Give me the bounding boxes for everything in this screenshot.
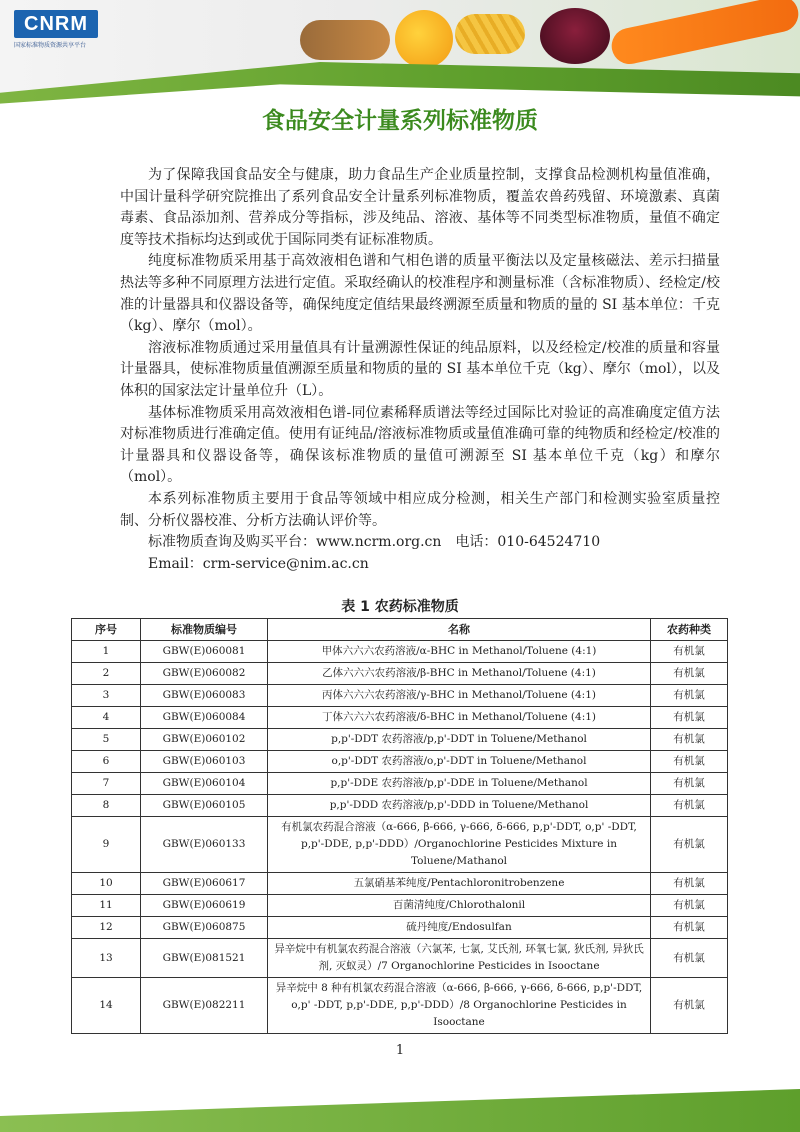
table-row	[72, 729, 728, 751]
table-row	[72, 895, 728, 917]
cell-name: 丙体六六六农药溶液/γ-BHC in Methanol/Toluene (4:1)	[268, 685, 651, 707]
food-photo-orange	[395, 10, 453, 68]
cell-type: 有机氯	[651, 873, 728, 895]
cell-type: 有机氯	[651, 795, 728, 817]
table-row	[72, 663, 728, 685]
cell-code: GBW(E)060082	[141, 663, 268, 685]
paragraph: 基体标准物质采用高效液相色谱-同位素稀释质谱法等经过国际比对验证的高准确度定值方法对标准物质进行准确定值。使用有证纯品/溶液标准物质或量值准确可靠的纯物质和经检定/校准的计量器具和仪器设备等，确保该标准物质的量值可溯源至 SI 基本单位千克（kg）和摩尔（mol）。	[120, 404, 720, 486]
cell-index: 6	[72, 751, 141, 773]
cell-code: GBW(E)060103	[141, 751, 268, 773]
cell-name: 百菌清纯度/Chlorothalonil	[268, 895, 651, 917]
cell-name: 硫丹纯度/Endosulfan	[268, 917, 651, 939]
cell-name: 异辛烷中有机氯农药混合溶液（六氯苯, 七氯, 艾氏剂, 环氧七氯, 狄氏剂, 异狄氏剂, 灭蚁灵）/7 Organochlorine Pesticides in Isooctane	[268, 939, 651, 978]
contact-platform: 标准物质查询及购买平台：www.ncrm.org.cn 电话：010-64524710	[148, 534, 601, 551]
cell-type: 有机氯	[651, 729, 728, 751]
table-row	[72, 917, 728, 939]
cell-index: 5	[72, 729, 141, 751]
cell-name: 甲体六六六农药溶液/α-BHC in Methanol/Toluene (4:1)	[268, 641, 651, 663]
cell-index: 9	[72, 817, 141, 873]
table-row	[72, 773, 728, 795]
food-photo-grapes	[540, 8, 610, 64]
cell-name: 异辛烷中 8 种有机氯农药混合溶液（α-666, β-666, γ-666, δ-666, p,p'-DDT, o,p' -DDT, p,p'-DDE, p,p'-DDD）/8 Organochlorine Pesticides in Isooctane	[268, 978, 651, 1034]
table-title: 表 1 农药标准物质	[341, 599, 459, 615]
cell-code: GBW(E)060081	[141, 641, 268, 663]
cell-index: 14	[72, 978, 141, 1034]
cell-index: 10	[72, 873, 141, 895]
cell-type: 有机氯	[651, 751, 728, 773]
contact-email: Email：crm-service@nim.ac.cn	[148, 555, 369, 572]
table-row	[72, 641, 728, 663]
cell-code: GBW(E)060083	[141, 685, 268, 707]
cell-index: 11	[72, 895, 141, 917]
cell-name: 有机氯农药混合溶液（α-666, β-666, γ-666, δ-666, p,p'-DDT, o,p' -DDT, p,p'-DDE, p,p'-DDD）/Organochlorine Pesticides Mixture in Toluene/Mathanol	[268, 817, 651, 873]
page-number: 1	[395, 1043, 405, 1058]
cell-code: GBW(E)060133	[141, 817, 268, 873]
table-header-row	[72, 619, 728, 641]
cell-code: GBW(E)060104	[141, 773, 268, 795]
cell-type: 有机氯	[651, 895, 728, 917]
logo-subtitle: 国家标准物质资源共享平台	[14, 42, 87, 49]
paragraph: 为了保障我国食品安全与健康，助力食品生产企业质量控制，支撑食品检测机构量值准确，中国计量科学研究院推出了系列食品安全计量系列标准物质，覆盖农兽药残留、环境激素、真菌毒素、食品添加剂、营养成分等指标，涉及纯品、溶液、基体等不同类型标准物质，量值不确定度等技术指标均达到或优于国际同类有证标准物质。	[120, 167, 720, 248]
cell-type: 有机氯	[651, 663, 728, 685]
cell-index: 13	[72, 939, 141, 978]
cell-index: 12	[72, 917, 141, 939]
cell-name: p,p'-DDD 农药溶液/p,p'-DDD in Toluene/Methanol	[268, 795, 651, 817]
cell-index: 2	[72, 663, 141, 685]
cell-type: 有机氯	[651, 707, 728, 729]
cell-index: 4	[72, 707, 141, 729]
cell-index: 7	[72, 773, 141, 795]
cell-type: 有机氯	[651, 817, 728, 873]
paragraph: 纯度标准物质采用基于高效液相色谱和气相色谱的质量平衡法以及定量核磁法、差示扫描量热法等多种不同原理方法进行定值。采取经确认的校准程序和测量标准（含标准物质）、经检定/校准的计量器具和仪器设备等，确保纯度定值结果最终溯源至质量和物质的量的 SI 基本单位：千克（kg）、摩尔（mol）。	[120, 253, 720, 335]
table-row	[72, 978, 728, 1034]
cell-type: 有机氯	[651, 917, 728, 939]
cell-type: 有机氯	[651, 978, 728, 1034]
cell-name: 乙体六六六农药溶液/β-BHC in Methanol/Toluene (4:1)	[268, 663, 651, 685]
col-header-name: 名称	[268, 619, 651, 641]
cell-type: 有机氯	[651, 773, 728, 795]
food-photo-pasta	[455, 14, 525, 54]
cell-code: GBW(E)081521	[141, 939, 268, 978]
paragraph: 溶液标准物质通过采用量值具有计量溯源性保证的纯品原料，以及经检定/校准的质量和容量计量器具，使标准物质量值溯源至质量和物质的量的 SI 基本单位千克（kg）、摩尔（mol），以及体积的国家法定计量单位升（L）。	[120, 339, 720, 399]
cell-code: GBW(E)060617	[141, 873, 268, 895]
table-body	[72, 641, 728, 1034]
cell-code: GBW(E)060084	[141, 707, 268, 729]
cell-type: 有机氯	[651, 685, 728, 707]
food-photo-vegetables	[300, 20, 390, 60]
cell-index: 8	[72, 795, 141, 817]
table-row	[72, 873, 728, 895]
food-photo-carrots	[608, 0, 800, 67]
col-header-index: 序号	[72, 619, 141, 641]
cnrm-logo: CNRM	[14, 10, 98, 38]
cell-name: 丁体六六六农药溶液/δ-BHC in Methanol/Toluene (4:1)	[268, 707, 651, 729]
col-header-code: 标准物质编号	[141, 619, 268, 641]
table-row	[72, 939, 728, 978]
cell-code: GBW(E)060105	[141, 795, 268, 817]
cell-code: GBW(E)082211	[141, 978, 268, 1034]
cell-name: p,p'-DDT 农药溶液/p,p'-DDT in Toluene/Methanol	[268, 729, 651, 751]
paragraph: 本系列标准物质主要用于食品等领域中相应成分检测，相关生产部门和检测实验室质量控制、分析仪器校准、分析方法确认评价等。	[120, 490, 720, 529]
table-row	[72, 751, 728, 773]
cell-name: o,p'-DDT 农药溶液/o,p'-DDT in Toluene/Methanol	[268, 751, 651, 773]
cell-code: GBW(E)060619	[141, 895, 268, 917]
cell-code: GBW(E)060102	[141, 729, 268, 751]
col-header-type: 农药种类	[651, 619, 728, 641]
table-row	[72, 685, 728, 707]
intro-text	[120, 165, 720, 575]
cell-index: 3	[72, 685, 141, 707]
pesticide-table	[71, 618, 728, 1034]
page-title: 食品安全计量系列标准物质	[262, 108, 538, 134]
header-banner	[0, 0, 800, 118]
cell-type: 有机氯	[651, 641, 728, 663]
cell-name: 五氯硝基苯纯度/Pentachloronitrobenzene	[268, 873, 651, 895]
cell-type: 有机氯	[651, 939, 728, 978]
cell-index: 1	[72, 641, 141, 663]
cell-code: GBW(E)060875	[141, 917, 268, 939]
cell-name: p,p'-DDE 农药溶液/p,p'-DDE in Toluene/Methanol	[268, 773, 651, 795]
table-row	[72, 707, 728, 729]
table-row	[72, 817, 728, 873]
table-row	[72, 795, 728, 817]
